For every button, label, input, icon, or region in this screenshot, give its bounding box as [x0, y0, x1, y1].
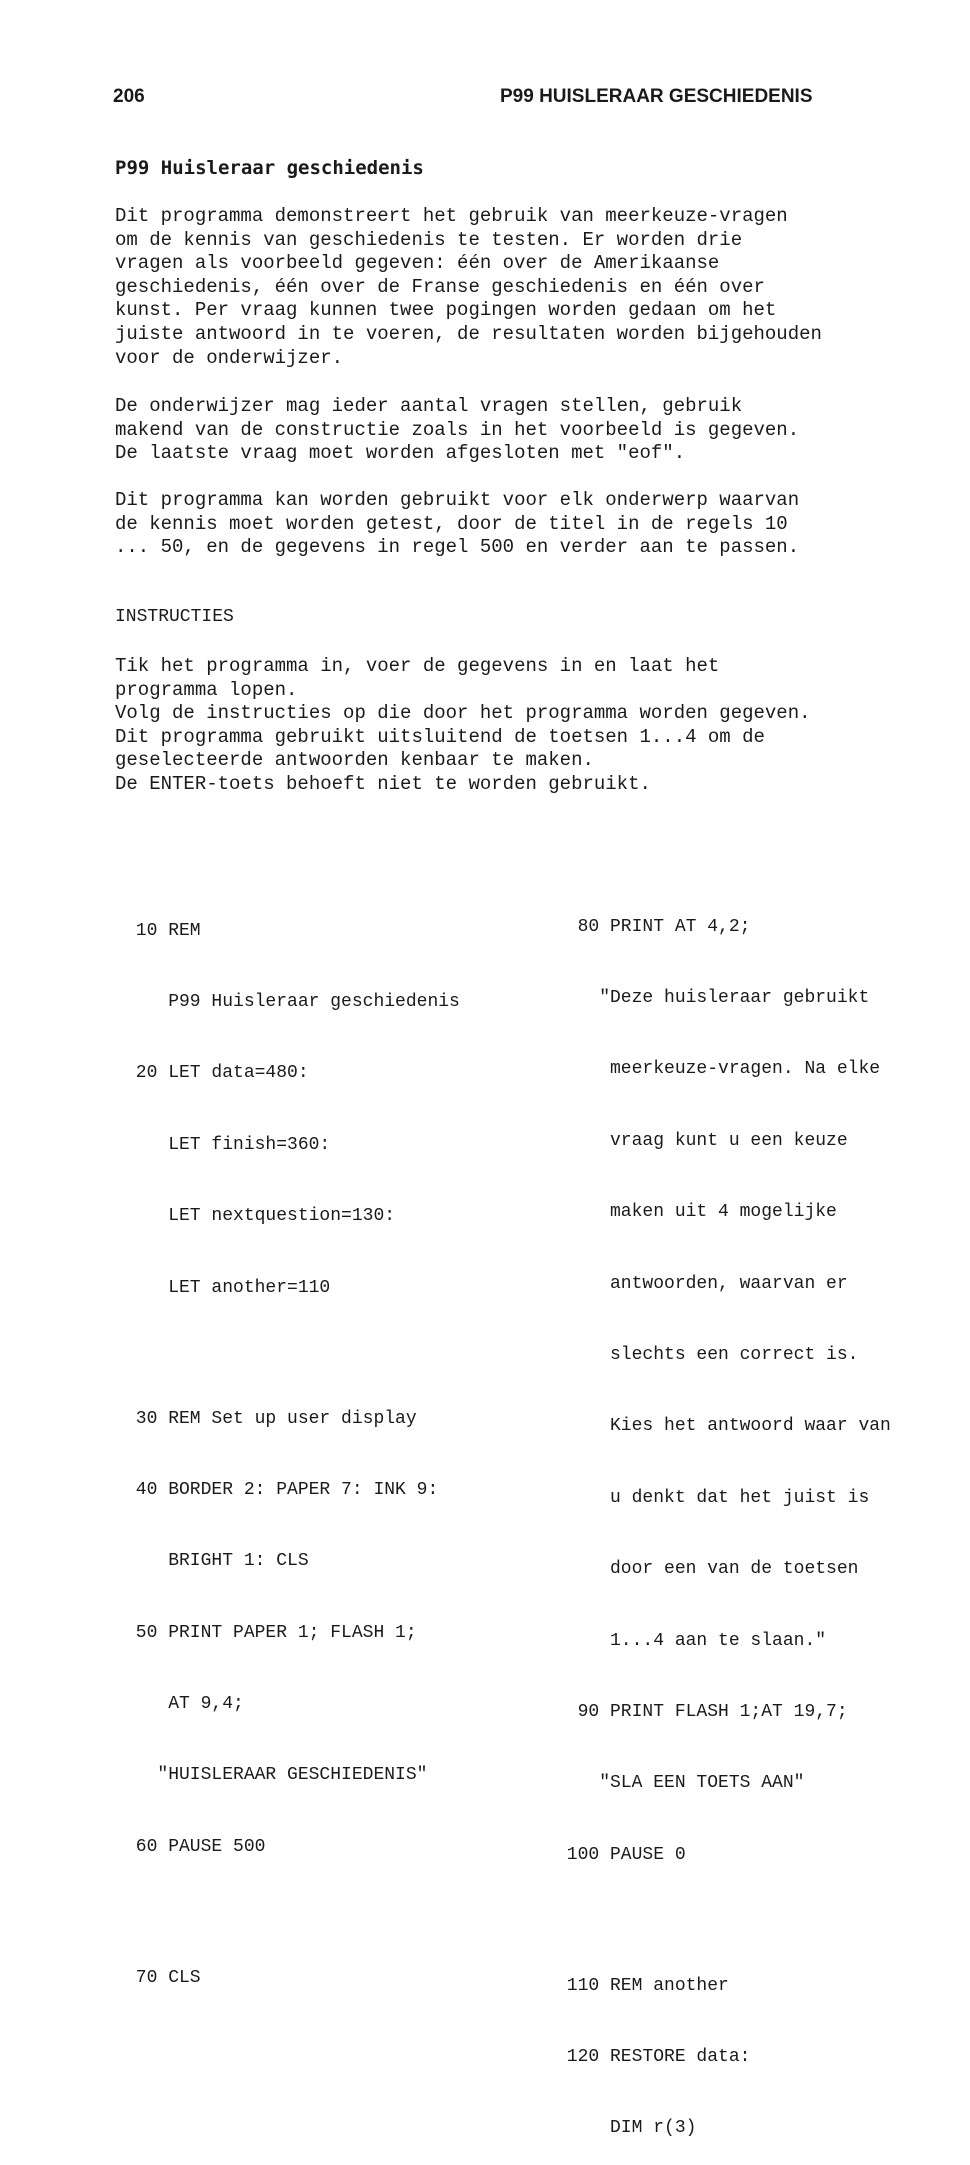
text-line: programma lopen. [115, 678, 298, 701]
code-line: 30 REM Set up user display [125, 1408, 417, 1429]
code-line: maken uit 4 mogelijke [556, 1202, 837, 1223]
code-line: LET nextquestion=130: [125, 1206, 396, 1227]
code-line: antwoorden, waarvan er [556, 1273, 848, 1294]
code-line: 120 RESTORE data: [556, 2047, 751, 2068]
code-line: 70 CLS [125, 1967, 201, 1988]
text-line: Dit programma kan worden gebruikt voor elk onderwerp waarvan [115, 489, 800, 511]
code-line: meerkeuze-vragen. Na elke [556, 1059, 881, 1080]
code-line: u denkt dat het juist is [556, 1487, 870, 1508]
text-line: Volg de instructies op die door het programma worden gegeven. [115, 702, 811, 725]
code-line: 40 BORDER 2: PAPER 7: INK 9: [125, 1479, 439, 1500]
text-line: De onderwijzer mag ieder aantal vragen stellen, gebruik [115, 395, 743, 417]
code-gap [125, 1907, 460, 1919]
instructions-heading: INSTRUCTIES [115, 607, 234, 627]
code-line: "Deze huisleraar gebruikt [556, 987, 870, 1008]
text-line: geschiedenis, één over de Franse geschiedenis en één over [115, 275, 765, 298]
code-line: 90 PRINT FLASH 1;AT 19,7; [556, 1701, 848, 1722]
section-title: P99 Huisleraar geschiedenis [115, 157, 424, 179]
code-line: 20 LET data=480: [125, 1063, 309, 1084]
text-line: voor de onderwijzer. [115, 346, 344, 369]
text-line: Dit programma demonstreert het gebruik van meerkeuze-vragen [115, 205, 788, 227]
text-line: geselecteerde antwoorden kenbaar te maken. [115, 749, 594, 772]
text-line: kunst. Per vraag kunnen twee pogingen worden gedaan om het [115, 299, 777, 322]
code-gap [125, 1348, 460, 1360]
code-line: LET finish=360: [125, 1134, 331, 1155]
text-line: vragen als voorbeeld gegeven: één over de Amerikaanse [115, 252, 720, 275]
text-line: makend van de constructie zoals in het voorbeeld is gegeven. [115, 418, 800, 441]
code-listing-right [556, 868, 891, 2165]
code-line: "SLA EEN TOETS AAN" [556, 1773, 805, 1794]
usage-paragraph [115, 489, 855, 560]
code-line: BRIGHT 1: CLS [125, 1551, 309, 1572]
text-line: juiste antwoord in te voeren, de resultaten worden bijgehouden [115, 322, 822, 345]
page-number: 206 [113, 86, 145, 107]
text-line: om de kennis van geschiedenis te testen. Er worden drie [115, 228, 743, 251]
text-line: Tik het programma in, voer de gegevens in en laat het [115, 655, 720, 677]
intro-paragraph [115, 205, 855, 370]
code-line: 60 PAUSE 500 [125, 1836, 266, 1857]
code-line: 100 PAUSE 0 [556, 1844, 686, 1865]
code-line: "HUISLERAAR GESCHIEDENIS" [125, 1765, 428, 1786]
code-listing-left [125, 872, 460, 2014]
instructions-paragraph [115, 655, 855, 797]
code-line: 10 REM [125, 920, 201, 941]
code-line: 110 REM another [556, 1975, 729, 1996]
code-line: LET another=110 [125, 1277, 331, 1298]
code-line: 80 PRINT AT 4,2; [556, 916, 751, 937]
code-line: 1...4 aan te slaan." [556, 1630, 827, 1651]
code-line: AT 9,4; [125, 1694, 244, 1715]
code-line: slechts een correct is. [556, 1344, 859, 1365]
code-line: Kies het antwoord waar van [556, 1416, 891, 1437]
code-line: DIM r(3) [556, 2118, 697, 2139]
teacher-paragraph [115, 395, 855, 466]
code-line: 50 PRINT PAPER 1; FLASH 1; [125, 1622, 417, 1643]
running-title: P99 HUISLERAAR GESCHIEDENIS [500, 86, 813, 107]
code-gap [556, 1915, 891, 1927]
text-line: Dit programma gebruikt uitsluitend de toetsen 1...4 om de [115, 725, 765, 748]
code-line: P99 Huisleraar geschiedenis [125, 991, 460, 1012]
text-line: ... 50, en de gegevens in regel 500 en verder aan te passen. [115, 536, 800, 559]
code-line: vraag kunt u een keuze [556, 1130, 848, 1151]
code-line: door een van de toetsen [556, 1559, 859, 1580]
text-line: De ENTER-toets behoeft niet te worden gebruikt. [115, 772, 651, 795]
text-line: De laatste vraag moet worden afgesloten met "eof". [115, 442, 686, 465]
text-line: de kennis moet worden getest, door de titel in de regels 10 [115, 512, 788, 535]
